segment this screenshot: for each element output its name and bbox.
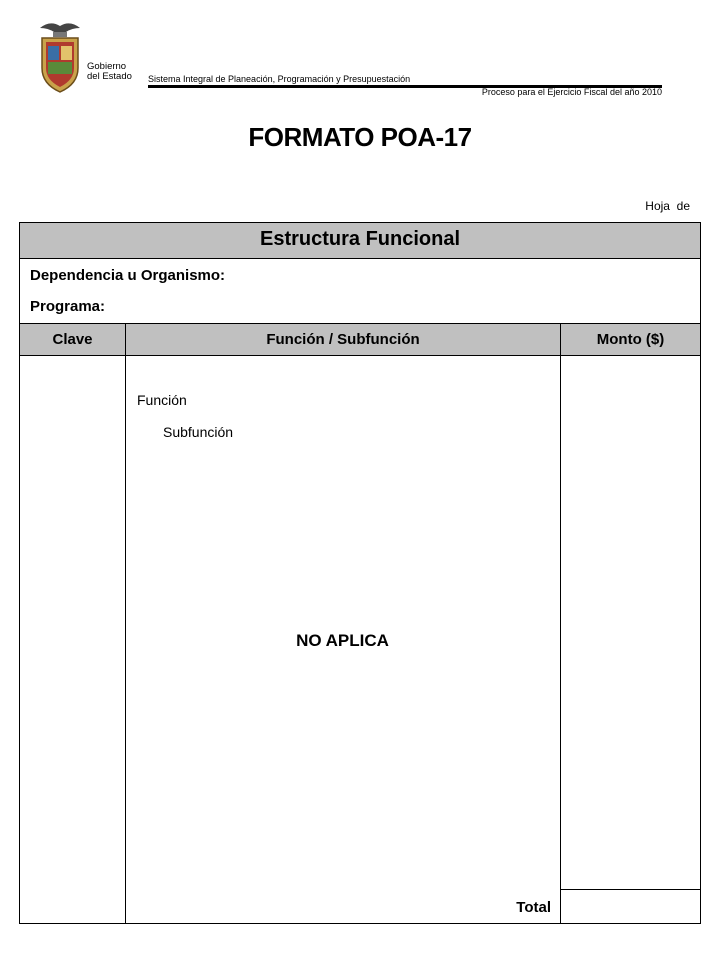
process-text: Proceso para el Ejercicio Fiscal del año 2010	[481, 87, 662, 97]
programa-label: Programa:	[30, 298, 106, 315]
page-title: FORMATO POA-17	[248, 122, 472, 152]
government-label	[87, 62, 132, 82]
total-divider	[561, 889, 701, 890]
state-seal-logo	[36, 18, 84, 96]
column-header-monto: Monto ($)	[596, 331, 665, 348]
divider-column-header-bottom	[19, 355, 701, 356]
subfuncion-text: Subfunción	[163, 424, 234, 440]
government-label-line2: del Estado	[87, 71, 132, 82]
total-label: Total	[516, 899, 551, 916]
column-divider-left	[125, 323, 126, 923]
dependencia-label: Dependencia u Organismo:	[30, 267, 226, 284]
column-divider-right	[560, 323, 561, 923]
system-name: Sistema Integral de Planeación, Programación y Presupuestación	[148, 74, 411, 84]
column-header-clave: Clave	[52, 331, 93, 348]
government-label-line1: Gobierno	[87, 61, 127, 72]
no-aplica-text: NO APLICA	[296, 631, 389, 650]
divider-section-title	[19, 258, 701, 259]
page-number-label: Hoja de	[645, 199, 690, 213]
column-header-funcion: Función / Subfunción	[266, 331, 420, 348]
section-title: Estructura Funcional	[259, 228, 461, 250]
funcion-text: Función	[137, 392, 187, 408]
